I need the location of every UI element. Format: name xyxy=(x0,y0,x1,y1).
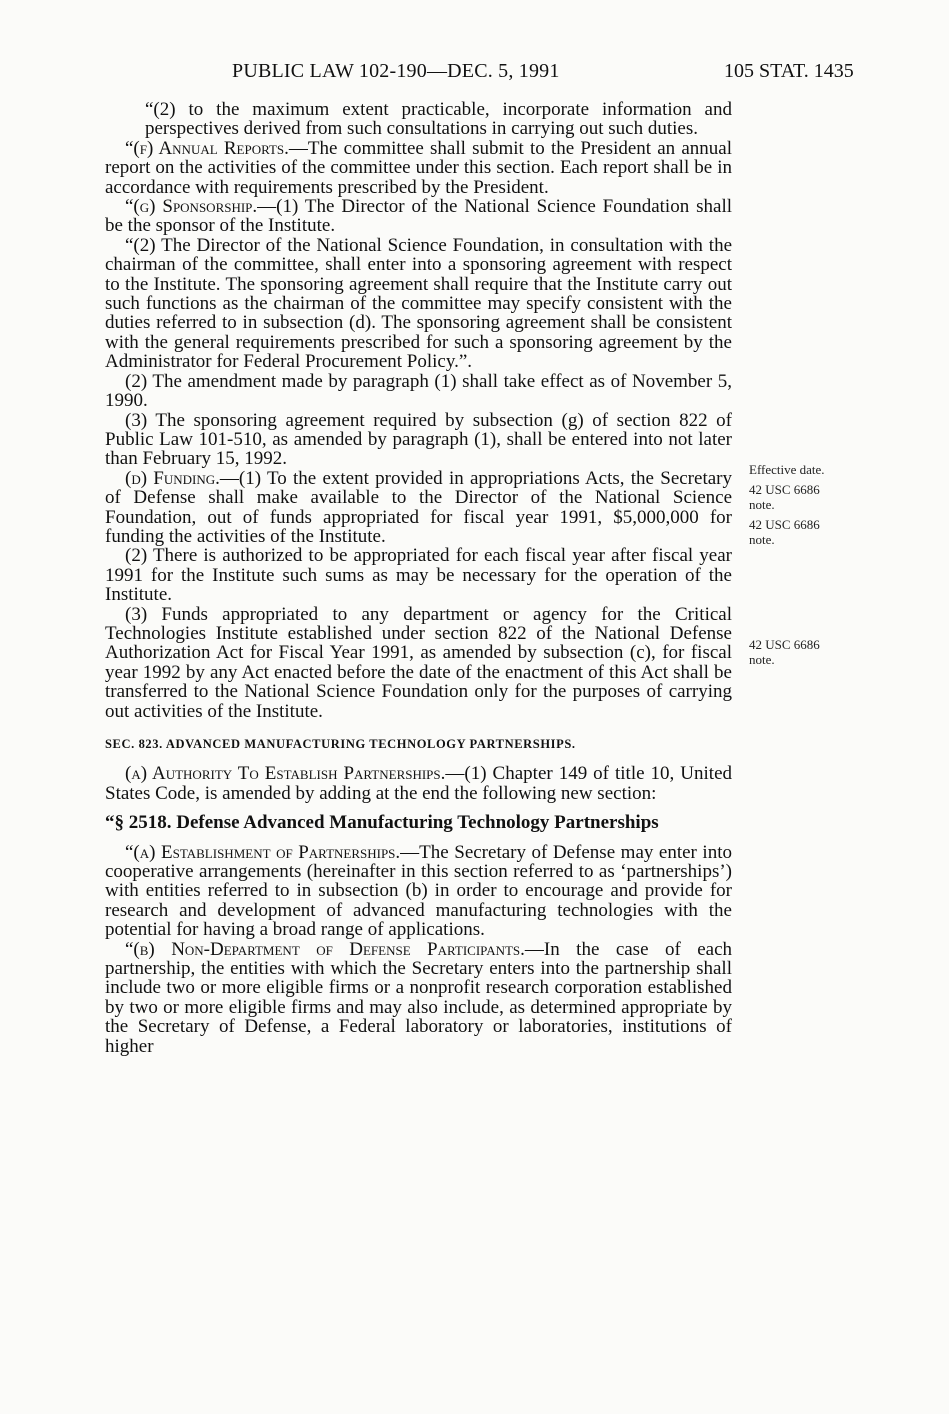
paragraph-text: —The Secretary of Defense may enter into cooperative arrangements (hereinafter in this section referred to as ‘partnerships’) with entities referred to in subsection (b) in order to encourage and provide for research and development of advanced manufacturing technologies with the potential for having a broad range of applications. xyxy=(105,841,732,941)
paragraph-text: —(1) The Director of the National Science Foundation shall be the sponsor of the Institute. xyxy=(105,196,732,237)
paragraph: “(2) The Director of the National Science Foundation, in consultation with the chairman of the committee, shall enter into a sponsoring agreement with respect to the Institute. The sponsoring agreement shall require that the Institute carry out such functions as the chairman of the committee may specify consistent with the duties referred to in subsection (d). The sponsoring agreement shall be consistent with the general requirements prescribed for such a sponsoring agreement by the Administrator for Federal Procurement Policy.”. xyxy=(105,234,732,373)
body-text xyxy=(105,100,732,1056)
subsection-label: (a) Authority To Establish Partnerships. xyxy=(125,763,446,785)
paragraph: “(2) to the maximum extent practicable, incorporate information and perspectives derived from such consultations in carrying out such duties. xyxy=(145,99,732,140)
section-title: “§ 2518. Defense Advanced Manufacturing Technology Partnerships xyxy=(105,812,659,834)
subsection-label: “(a) Establishment of Partnerships. xyxy=(125,841,401,863)
subsection-label: “(g) Sponsorship. xyxy=(125,196,258,218)
paragraph xyxy=(105,843,732,940)
subsection-label: (d) Funding. xyxy=(125,467,220,489)
margin-note-effective-date: Effective date. xyxy=(749,462,825,477)
paragraph xyxy=(105,940,732,1056)
paragraph xyxy=(105,764,732,803)
section-heading: SEC. 823. ADVANCED MANUFACTURING TECHNOLOGY PARTNERSHIPS. xyxy=(105,737,576,751)
paragraph: (2) The amendment made by paragraph (1) shall take effect as of November 5, 1990. xyxy=(105,370,732,412)
stat-page-reference: 105 STAT. 1435 xyxy=(724,60,854,82)
running-head: PUBLIC LAW 102-190—DEC. 5, 1991 xyxy=(232,60,560,82)
margin-note-usc: 42 USC 6686 note. xyxy=(749,517,820,547)
paragraph-text: —(1) To the extent provided in appropriations Acts, the Secretary of Defense shall make available to the Director of the National Science Foundation, out of funds appropriated for fiscal year 1991, $5,000,000 for funding the activities of the Institute. xyxy=(105,467,732,547)
paragraph xyxy=(105,197,732,236)
paragraph-text: —(1) Chapter 149 of title 10, United States Code, is amended by adding at the end the following new section: xyxy=(105,763,732,804)
paragraph: (3) The sponsoring agreement required by subsection (g) of section 822 of Public Law 101-510, as amended by paragraph (1), shall be entered into not later than February 15, 1992. xyxy=(105,409,732,470)
paragraph-text: —In the case of each partnership, the entities with which the Secretary enters into the partnership shall include two or more eligible firms or a nonprofit research corporation established by two or more eligible firms and may also include, as determined appropriate by the Secretary of Defense, a Federal laboratory or laboratories, institutions of higher xyxy=(105,938,732,1057)
subsection-label: “(f) Annual Reports. xyxy=(125,137,289,159)
margin-note-usc: 42 USC 6686 note. xyxy=(749,637,820,667)
paragraph-text: —The committee shall submit to the President an annual report on the activities of the committee under this section. Each report shall be in accordance with requirements prescribed by the President. xyxy=(105,137,732,198)
paragraph xyxy=(105,139,732,197)
paragraph: (3) Funds appropriated to any department or agency for the Critical Technologies Institute established under section 822 of the National Defense Authorization Act for Fiscal Year 1991, as amended by subsection (c), for fiscal year 1992 by any Act enacted before the date of the enactment of this Act shall be transferred to the National Science Foundation only for the purposes of carrying out activities of the Institute. xyxy=(105,603,732,722)
subsection-label: “(b) Non-Department of Defense Participants. xyxy=(125,938,525,960)
margin-note-usc: 42 USC 6686 note. xyxy=(749,482,820,512)
paragraph xyxy=(105,469,732,547)
paragraph: (2) There is authorized to be appropriated for each fiscal year after fiscal year 1991 for the Institute such sums as may be necessary for the operation of the Institute. xyxy=(105,545,732,606)
